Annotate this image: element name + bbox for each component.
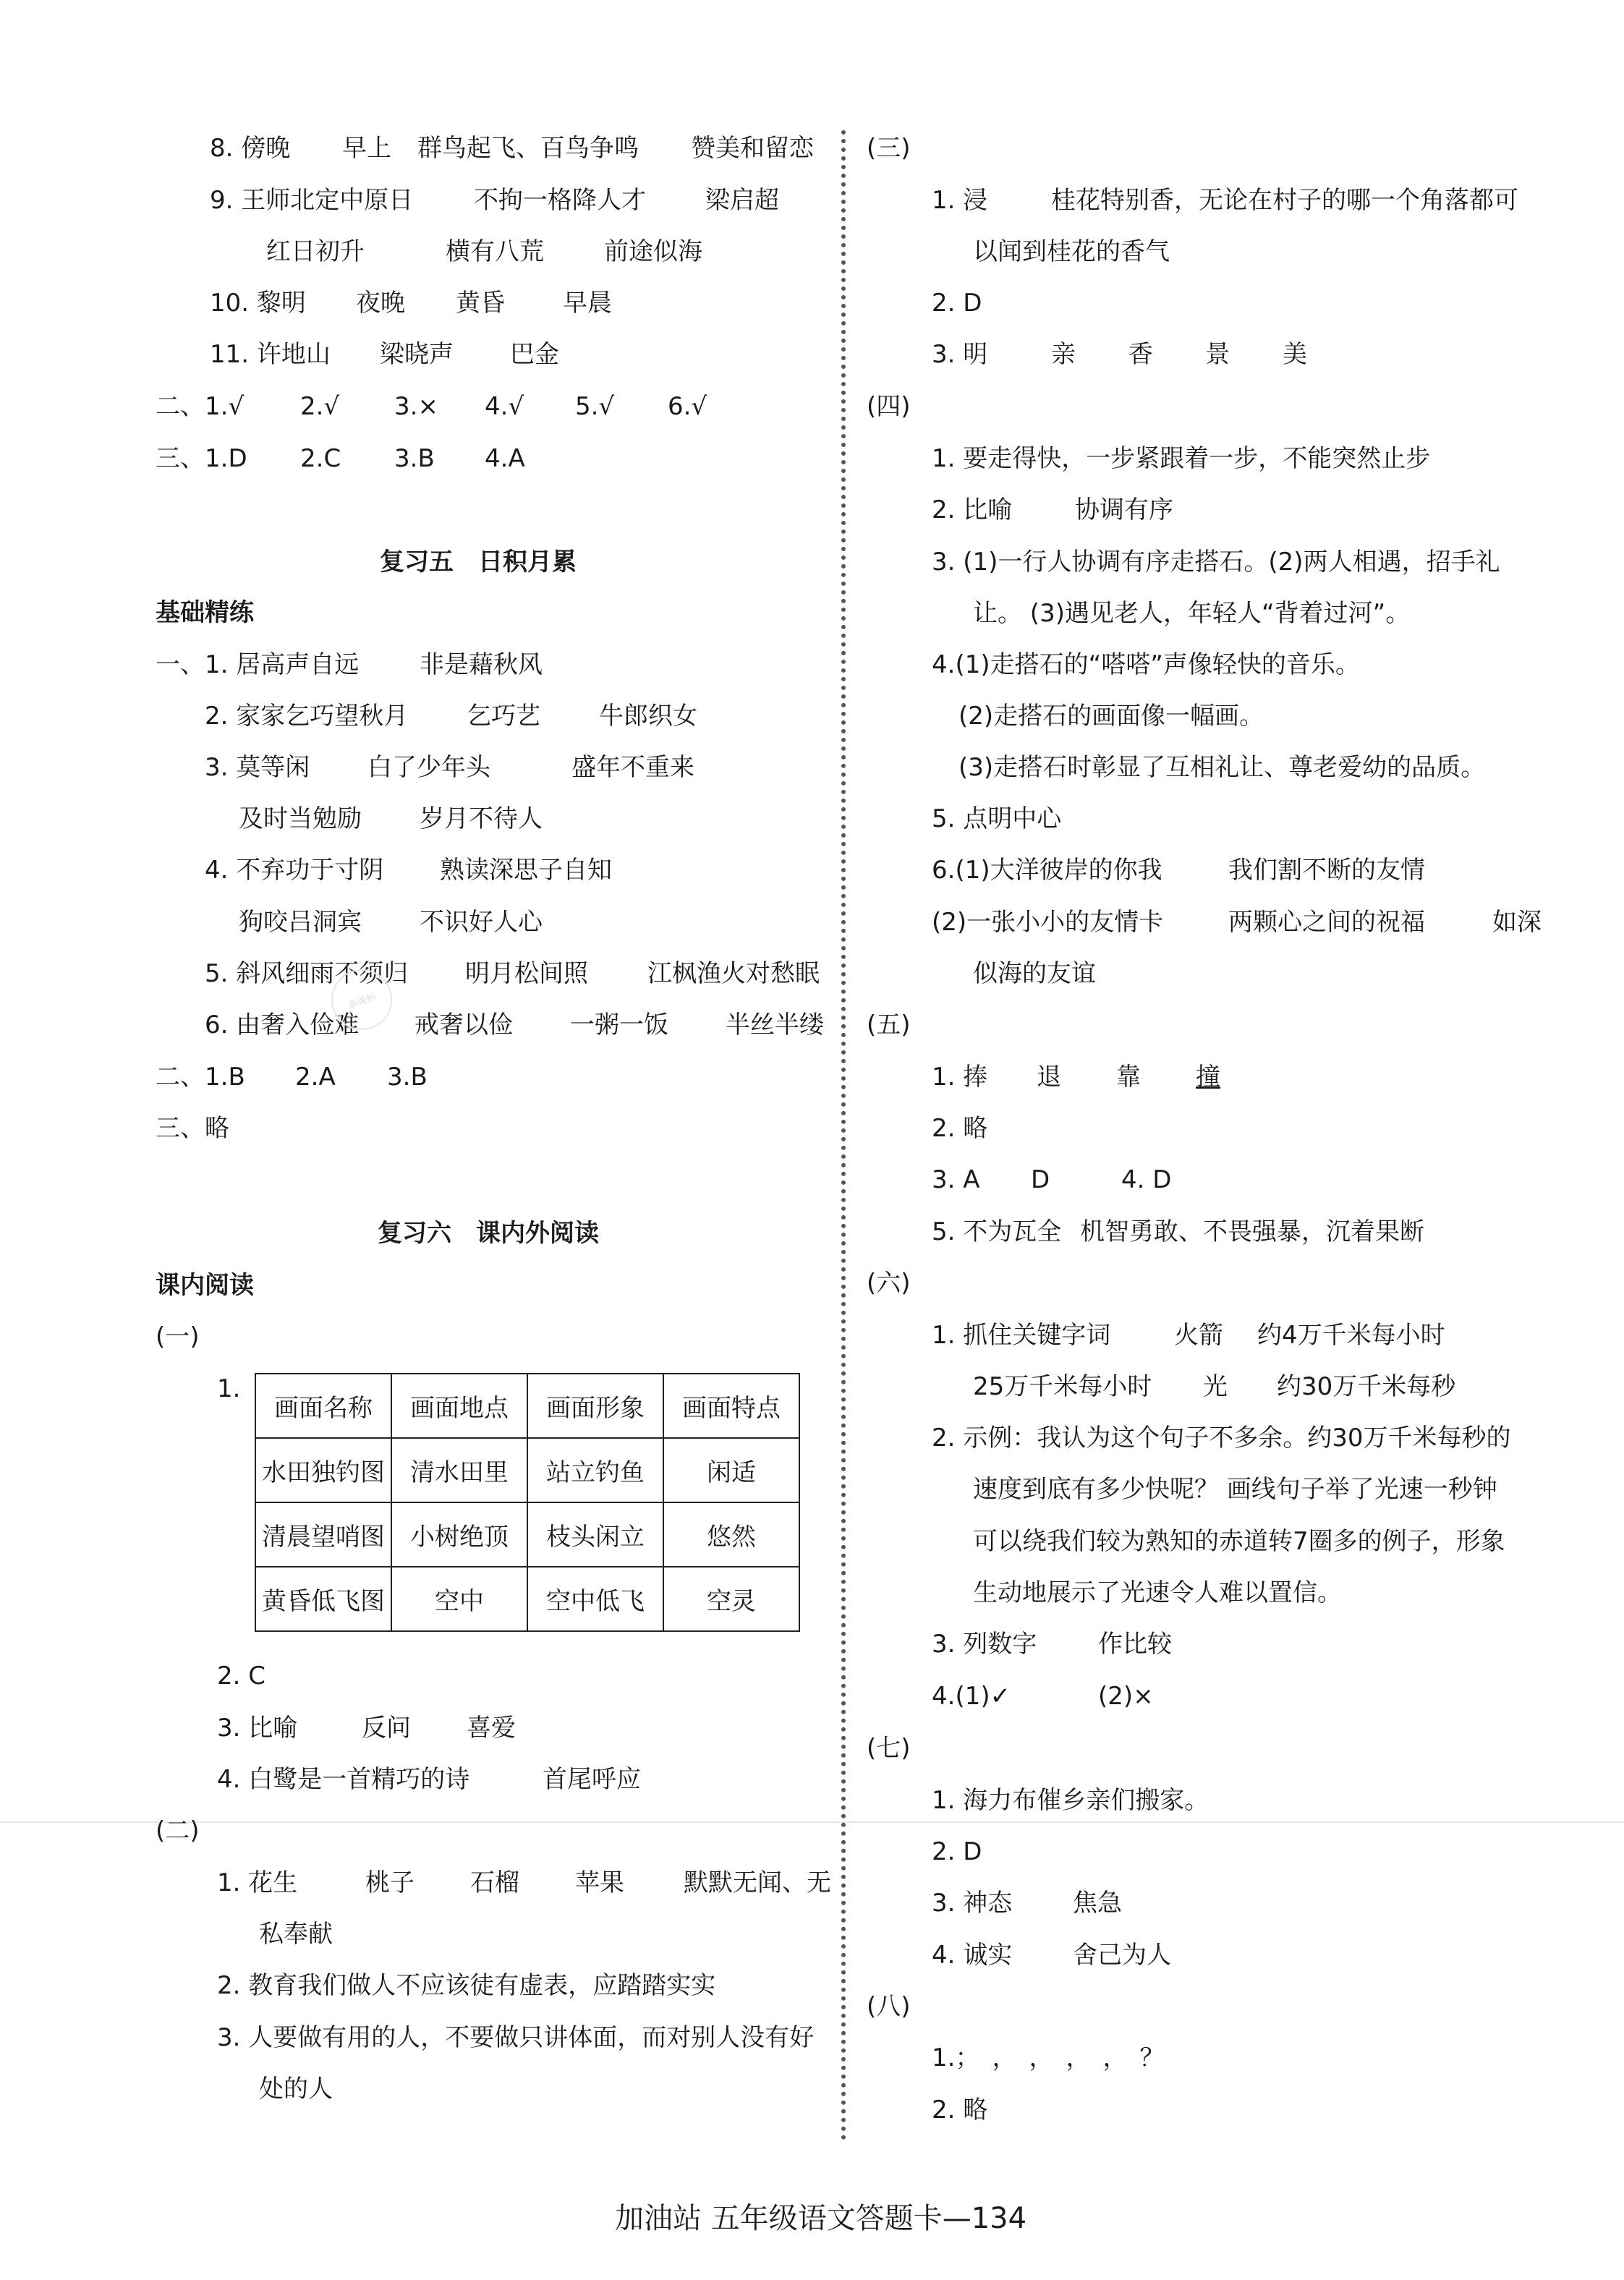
question-number: 1. — [217, 1374, 241, 1403]
table-cell: 枝头闲立 — [527, 1502, 663, 1567]
answer-line: 4. 诚实 舍己为人 — [932, 1941, 1171, 1970]
table-cell: 黄昏低飞图 — [255, 1567, 391, 1631]
answer-line: 似海的友谊 — [973, 959, 1096, 988]
watermark-stamp: 新课标 — [323, 961, 401, 1039]
answer-line: 2. 略 — [932, 1114, 988, 1143]
table-cell: 闲适 — [663, 1438, 799, 1502]
answer-line: 速度到底有多少快呢？ 画线句子举了光速一秒钟 — [973, 1475, 1497, 1504]
table-cell: 空灵 — [663, 1567, 799, 1631]
answer-line: 2. 略 — [932, 2096, 988, 2124]
table-cell: 水田独钓图 — [255, 1438, 391, 1502]
table-header-row — [255, 1374, 799, 1438]
answer-line: 5. 不为瓦全 机智勇敢、不畏强暴，沉着果断 — [932, 1217, 1424, 1246]
answer-line: 红日初升 横有八荒 前途似海 — [266, 237, 702, 266]
answer-line: 三、1.D 2.C 3.B 4.A — [156, 444, 525, 473]
section-label: (五) — [867, 1011, 911, 1039]
answer-line: 5. 点明中心 — [932, 804, 1062, 833]
answer-line: 3. (1)一行人协调有序走搭石。(2)两人相遇，招手礼 — [932, 548, 1500, 577]
column-divider — [841, 130, 846, 2141]
subsection-title: 课内阅读 — [156, 1271, 254, 1300]
painting-table — [255, 1373, 800, 1632]
answer-line: 一、1. 居高声自远 非是藉秋风 — [156, 650, 543, 679]
answer-line: 2. D — [932, 1837, 982, 1866]
answer-line: 处的人 — [259, 2075, 333, 2104]
answer-line: 可以绕我们较为熟知的赤道转7圈多的例子，形象 — [973, 1527, 1505, 1556]
answer-line: 让。 (3)遇见老人，年轻人“背着过河”。 — [973, 599, 1411, 628]
fold-line — [0, 1821, 1624, 1823]
answer-line: 4.(1)✓ (2)× — [932, 1682, 1154, 1711]
table-cell: 画面特点 — [663, 1374, 799, 1438]
answer-line: 1. 捧 退 靠 撞 — [932, 1063, 1220, 1092]
answer-line: 1. 抓住关键字词 火箭 约4万千米每小时 — [932, 1321, 1445, 1350]
answer-line: 4. 不弃功于寸阴 熟读深思子自知 — [205, 856, 612, 885]
answer-line: 二、1.B 2.A 3.B — [156, 1063, 428, 1092]
answer-line: 1. 海力布催乡亲们搬家。 — [932, 1786, 1210, 1815]
answer-line: 9. 王师北定中原日 不拘一格降人才 梁启超 — [210, 186, 779, 215]
answer-line: 2. 示例：我认为这个句子不多余。约30万千米每秒的 — [932, 1424, 1511, 1452]
section-label: (三) — [867, 134, 911, 163]
section-title: 复习五 日积月累 — [380, 548, 577, 577]
answer-line: (2)走搭石的画面像一幅画。 — [958, 702, 1264, 731]
answer-line: 1. 花生 桃子 石榴 苹果 默默无闻、无 — [217, 1868, 831, 1897]
table-cell: 站立钓鱼 — [527, 1438, 663, 1502]
answer-line: 3. 神态 焦急 — [932, 1889, 1122, 1918]
answer-line: 以闻到桂花的香气 — [973, 237, 1170, 266]
answer-line: 2. D — [932, 289, 982, 318]
answer-line: 6.(1)大洋彼岸的你我 我们割不断的友情 — [932, 856, 1425, 885]
section-label: (六) — [867, 1269, 911, 1298]
subsection-title: 基础精练 — [156, 598, 254, 627]
answer-line: 生动地展示了光速令人难以置信。 — [973, 1578, 1342, 1607]
answer-line: 2. 比喻 协调有序 — [932, 495, 1173, 524]
answer-line: 8. 傍晚 早上 群鸟起飞、百鸟争鸣 赞美和留恋 — [210, 134, 814, 163]
answer-line: 私奉献 — [259, 1920, 333, 1949]
section-label: (四) — [867, 392, 911, 421]
answer-line: 3. 列数字 作比较 — [932, 1630, 1172, 1659]
table-cell: 清水田里 — [391, 1438, 527, 1502]
answer-line: 25万千米每小时 光 约30万千米每秒 — [973, 1372, 1456, 1401]
answer-line: 10. 黎明 夜晚 黄昏 早晨 — [210, 289, 612, 318]
section-label: (二) — [156, 1816, 200, 1845]
table-cell: 空中低飞 — [527, 1567, 663, 1631]
answer-line: 2. 教育我们做人不应该徒有虚表，应踏踏实实 — [217, 1971, 716, 2000]
section-title: 复习六 课内外阅读 — [378, 1219, 599, 1248]
table-row — [255, 1502, 799, 1567]
page-footer: 加油站 五年级语文答题卡—134 — [615, 2202, 1027, 2235]
section-label: (八) — [867, 1992, 911, 2021]
answer-line: (2)一张小小的友情卡 两颗心之间的祝福 如深 — [932, 908, 1542, 937]
answer-line: 3. 比喻 反问 喜爱 — [217, 1714, 516, 1743]
answer-line: 3. 人要做有用的人，不要做只讲体面，而对别人没有好 — [217, 2023, 815, 2052]
answer-line: 1. 要走得快，一步紧跟着一步，不能突然止步 — [932, 444, 1431, 473]
table-cell: 画面地点 — [391, 1374, 527, 1438]
table-cell: 空中 — [391, 1567, 527, 1631]
table-cell: 画面形象 — [527, 1374, 663, 1438]
table-cell: 画面名称 — [255, 1374, 391, 1438]
answer-line: 2. 家家乞巧望秋月 乞巧艺 牛郎织女 — [205, 702, 697, 731]
answer-line: 二、1.√ 2.√ 3.× 4.√ 5.√ 6.√ — [156, 392, 707, 421]
section-label: (七) — [867, 1734, 911, 1763]
answer-line: 3. 莫等闲 白了少年头 盛年不重来 — [205, 753, 694, 782]
table-row — [255, 1438, 799, 1502]
answer-line: 4. 白鹭是一首精巧的诗 首尾呼应 — [217, 1765, 641, 1794]
table-cell: 小树绝顶 — [391, 1502, 527, 1567]
answer-line: 4.(1)走搭石的“嗒嗒”声像轻快的音乐。 — [932, 650, 1360, 679]
answer-line: 1. 浸 桂花特别香，无论在村子的哪一个角落都可 — [932, 186, 1518, 215]
table-cell: 悠然 — [663, 1502, 799, 1567]
answer-line: 11. 许地山 梁晓声 巴金 — [210, 340, 559, 369]
answer-line: 3. 明 亲 香 景 美 — [932, 340, 1307, 369]
answer-line: 及时当勉励 岁月不待人 — [239, 804, 543, 833]
section-label: (一) — [156, 1322, 200, 1351]
answer-line: 3. A D 4. D — [932, 1165, 1172, 1194]
table-row — [255, 1567, 799, 1631]
answer-line: 三、略 — [156, 1114, 229, 1143]
answer-line: 2. C — [217, 1662, 265, 1690]
answer-line: 6. 由奢入俭难 戒奢以俭 一粥一饭 半丝半缕 — [205, 1011, 824, 1039]
table-cell: 清晨望哨图 — [255, 1502, 391, 1567]
answer-line: (3)走搭石时彰显了互相礼让、尊老爱幼的品质。 — [958, 753, 1486, 782]
answer-line: 5. 斜风细雨不须归 明月松间照 江枫渔火对愁眠 — [205, 959, 820, 988]
answer-line: 1.； ， ， ， ， ？ — [932, 2043, 1165, 2072]
answer-line: 狗咬吕洞宾 不识好人心 — [239, 908, 543, 937]
